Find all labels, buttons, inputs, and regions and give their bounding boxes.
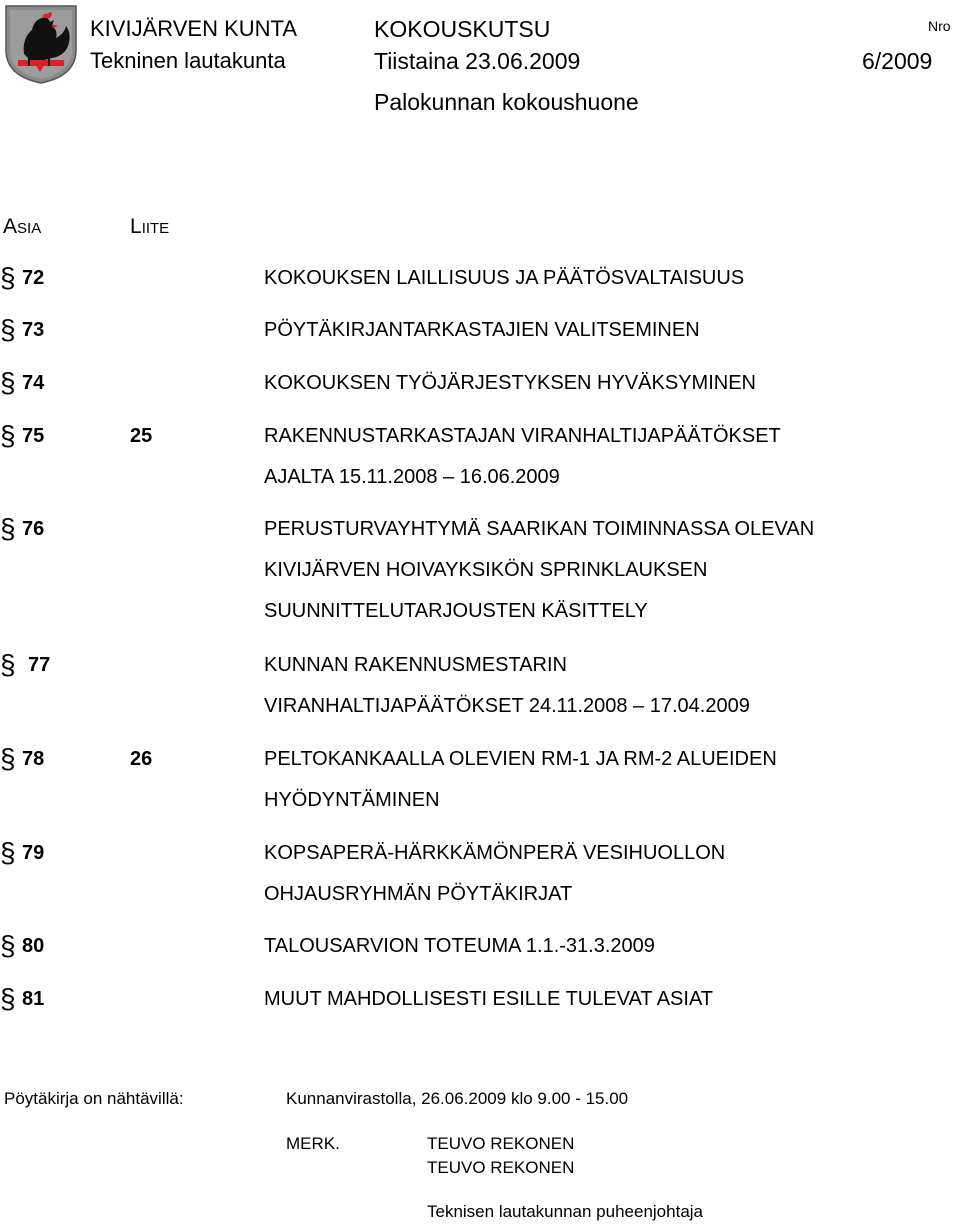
section-symbol: § <box>0 513 16 544</box>
column-heading-asia: ASIA <box>3 215 42 238</box>
item-number: 81 <box>22 988 45 1010</box>
item-number: 74 <box>22 372 45 394</box>
item-title-line: MUUT MAHDOLLISESTI ESILLE TULEVAT ASIAT <box>264 988 714 1010</box>
meeting-location: Palokunnan kokoushuone <box>374 89 639 115</box>
section-symbol: § <box>0 262 16 293</box>
item-number: 75 <box>22 425 45 447</box>
item-title-line: TALOUSARVION TOTEUMA 1.1.-31.3.2009 <box>264 935 655 957</box>
item-number: 77 <box>28 654 51 676</box>
section-symbol: § <box>0 837 16 868</box>
item-title-line: OHJAUSRYHMÄN PÖYTÄKIRJAT <box>264 883 573 905</box>
item-title-line: KOPSAPERÄ-HÄRKKÄMÖNPERÄ VESIHUOLLON <box>264 842 726 864</box>
agenda-item <box>0 743 960 811</box>
column-heading-liite: LIITE <box>130 215 170 238</box>
item-number: 73 <box>22 319 45 341</box>
item-title <box>264 833 725 915</box>
item-title <box>264 310 700 351</box>
section-symbol: § <box>0 930 16 961</box>
agenda-item <box>0 513 960 622</box>
item-title <box>264 416 781 498</box>
signer-name-1: TEUVO REKONEN <box>427 1134 575 1153</box>
item-number: 76 <box>22 518 45 540</box>
item-title-line: KIVIJÄRVEN HOIVAYKSIKÖN SPRINKLAUKSEN <box>264 559 708 581</box>
section-symbol: § <box>0 420 16 451</box>
section-symbol: § <box>0 743 16 774</box>
item-title-line: VIRANHALTIJAPÄÄTÖKSET 24.11.2008 – 17.04.2009 <box>264 695 750 717</box>
section-symbol: § <box>0 314 16 345</box>
item-title <box>264 979 713 1020</box>
agenda-item <box>0 314 960 360</box>
section-symbol: § <box>0 367 16 398</box>
item-title <box>264 363 756 404</box>
section-symbol: § <box>0 649 16 680</box>
item-title <box>264 645 750 727</box>
nro-label: Nro <box>928 18 951 34</box>
item-number: 79 <box>22 842 45 864</box>
item-title-line: PELTOKANKAALLA OLEVIEN RM-1 JA RM-2 ALUEIDEN <box>264 748 777 770</box>
signer-title: Teknisen lautakunnan puheenjohtaja <box>427 1202 704 1221</box>
item-title-line: RAKENNUSTARKASTAJAN VIRANHALTIJAPÄÄTÖKSET <box>264 425 781 447</box>
board-name: Tekninen lautakunta <box>90 48 286 73</box>
item-title <box>264 926 655 967</box>
agenda-item <box>0 930 960 976</box>
notice-value: Kunnanvirastolla, 26.06.2009 klo 9.00 - 15.00 <box>286 1089 629 1108</box>
item-title-line: PERUSTURVAYHTYMÄ SAARIKAN TOIMINNASSA OLEVAN <box>264 518 815 540</box>
item-number: 72 <box>22 267 45 289</box>
item-title <box>264 739 777 821</box>
document-type: KOKOUSKUTSU <box>374 16 551 42</box>
municipality-name: KIVIJÄRVEN KUNTA <box>90 16 298 41</box>
agenda-item <box>0 983 960 1029</box>
agenda-item <box>0 420 960 488</box>
agenda-item <box>0 262 960 308</box>
attachment-number: 25 <box>130 425 153 447</box>
agenda-item <box>0 649 960 717</box>
agenda-item <box>0 837 960 905</box>
item-title-line: HYÖDYNTÄMINEN <box>264 789 440 811</box>
notice-label: Pöytäkirja on nähtävillä: <box>4 1089 184 1108</box>
item-title-line: KUNNAN RAKENNUSMESTARIN <box>264 654 567 676</box>
item-title-line: SUUNNITTELUTARJOUSTEN KÄSITTELY <box>264 600 648 622</box>
item-title-line: PÖYTÄKIRJANTARKASTAJIEN VALITSEMINEN <box>264 319 700 341</box>
item-title-line: KOKOUKSEN TYÖJÄRJESTYKSEN HYVÄKSYMINEN <box>264 372 756 394</box>
meeting-date: Tiistaina 23.06.2009 <box>374 48 581 74</box>
item-title-line: KOKOUKSEN LAILLISUUS JA PÄÄTÖSVALTAISUUS <box>264 267 745 289</box>
item-title <box>264 509 814 632</box>
section-symbol: § <box>0 983 16 1014</box>
merk-label: MERK. <box>286 1134 340 1153</box>
item-title <box>264 258 744 299</box>
item-number: 78 <box>22 748 45 770</box>
item-title-line: AJALTA 15.11.2008 – 16.06.2009 <box>264 466 560 488</box>
coat-of-arms-icon <box>4 4 78 84</box>
attachment-number: 26 <box>130 748 153 770</box>
nro-value: 6/2009 <box>862 48 933 74</box>
agenda-item <box>0 367 960 413</box>
signer-name-2: TEUVO REKONEN <box>427 1158 575 1177</box>
item-number: 80 <box>22 935 45 957</box>
